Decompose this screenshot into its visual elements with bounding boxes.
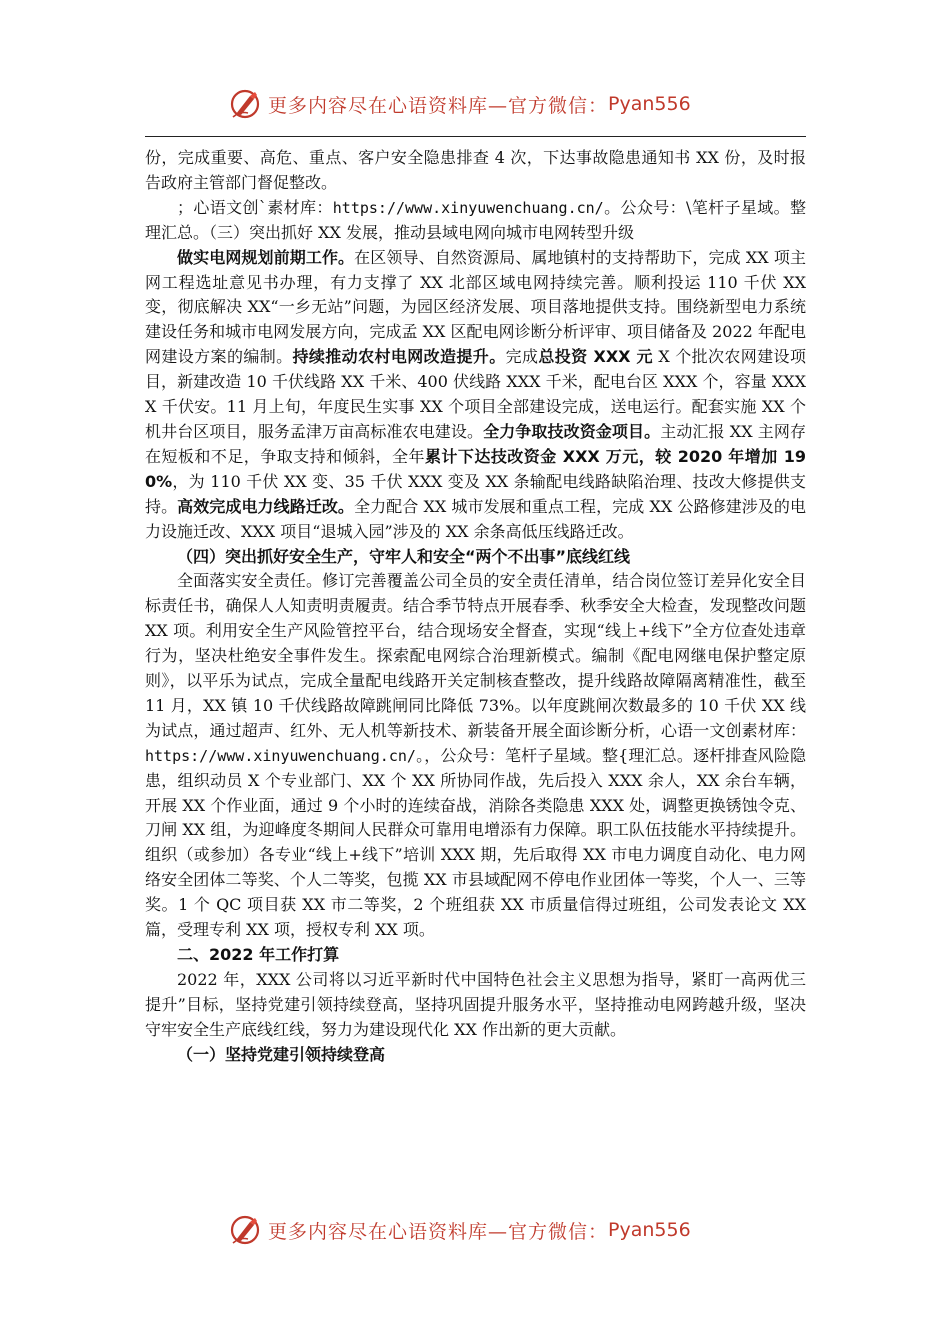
header-banner: [0, 84, 950, 124]
paragraph-4: 全面落实安全责任。修订完善覆盖公司全员的安全责任清单，结合岗位签订差异化安全目标责任书，确保人人知责明责履责。结合季节特点开展春季、秋季安全大检查，发现整改问题 XX 项。利用安全生产风险管控平台，结合现场安全督查，实现“线上+线下”全方位查处违章行为，坚决杜绝安全事件发生。探索配电网综合治理新模式。编制《配电网继电保护整定原则》，以平乐为试点，完成全量配电线路开关定制核查整改，提升线路故障隔离精准性，截至 11 月，XX 镇 10 千伏线路故障跳闸同比降低 73%。以年度跳闸次数最多的 10 千伏 XX 线为试点，通过超声、红外、无人机等新技术、新装备开展全面诊断分析，心语一文创素材库：https://www.xinyuwenchuang.cn/。，公众号：笔杆子星域。整{理汇总。逐杆排查风险隐患，组织动员 X 个专业部门、XX 个 XX 所协同作战，先后投入 XXX 余人，XX 余台车辆，开展 XX 个作业面，通过 9 个小时的连续奋战，消除各类隐患 XXX 处，调整更换锈蚀令克、刀闸 XX 组，为迎峰度冬期间人民群众可靠用电增添有力保障。职工队伍技能水平持续提升。组织（或参加）各专业“线上+线下”培训 XXX 期，先后取得 XX 市电力调度自动化、电力网络安全团体二等奖、个人二等奖，包揽 XX 市县域配网不停电作业团体一等奖，个人一、三等奖。1 个 QC 项目获 XX 市二等奖，2 个班组获 XX 市质量信得过班组，公司发表论文 XX 篇，受理专利 XX 项，授权专利 XX 项。: [145, 571, 806, 940]
banner-wechat-id: Pyan556: [608, 1219, 691, 1241]
pen-nib-logo-icon: [228, 87, 262, 121]
paragraph-1: 份，完成重要、高危、重点、客户安全隐患排查 4 次，下达事故隐患通知书 XX 份，及时报告政府主管部门督促整改。: [145, 148, 806, 192]
watermark-url: https://www.xinyuwenchuang.cn/: [332, 198, 604, 217]
bold-figure: 累计下达技改资金 XXX 万元，较 2020 年增加 190%: [145, 446, 806, 491]
bold-lead: 全力争取技改资金项目。: [483, 421, 661, 441]
header-divider: [145, 136, 806, 137]
section-heading-2: 二、2022 年工作打算: [177, 945, 340, 964]
paragraph-3: 做实电网规划前期工作。在区领导、自然资源局、属地镇村的支持帮助下，完成 XX 项主网工程选址意见书办理，有力支撑了 XX 北部区域电网持续完善。顺利投运 110 千伏 XX 变，彻底解决 XX“一乡无站”问题，为园区经济发展、项目落地提供支持。围绕新型电力系统建设任务和城市电网发展方向，完成孟 XX 区配电网诊断分析评审、项目储备及 2022 年配电网建设方案的编制。持续推动农村电网改造提升。完成总投资 XXX 元 X 个批次农网建设项目，新建改造 10 千伏线路 XX 千米、400 伏线路 XXX 千米，配电台区 XXX 个，容量 XXXX 千伏安。11 月上旬，年度民生实事 XX 个项目全部建设完成，送电运行。配套实施 XX 个机井台区项目，服务孟津万亩高标准农电建设。全力争取技改资金项目。主动汇报 XX 主网存在短板和不足，争取支持和倾斜，全年累计下达技改资金 XXX 万元，较 2020 年增加 190%，为 110 千伏 XX 变、35 千伏 XXX 变及 XX 条输配电线路缺陷治理、技改大修提供支持。高效完成电力线路迁改。全力配合 XX 城市发展和重点工程，完成 XX 公路修建涉及的电力设施迁改、XXX 项目“退城入园”涉及的 XX 余条高低压线路迁改。: [145, 247, 806, 541]
banner-wechat-id: Pyan556: [608, 93, 691, 115]
bold-figure: 总投资 XXX 元: [538, 347, 653, 367]
watermark-url: https://www.xinyuwenchuang.cn/: [145, 746, 416, 765]
pen-nib-logo-icon: [228, 1213, 262, 1247]
paragraph-5: 2022 年，XXX 公司将以习近平新时代中国特色社会主义思想为指导，紧盯一高两优三提升”目标，坚持党建引领持续登高，坚持巩固提升服务水平，坚持推动电网跨越升级，坚决守牢安全生产底线红线，努力为建设现代化 XX 作出新的更大贡献。: [145, 969, 806, 1039]
section-heading-4: （四）突出抓好安全生产，守牢人和安全“两个不出事”底线红线: [177, 546, 631, 566]
footer-banner: [0, 1210, 950, 1250]
paragraph-2: ；心语文创`素材库：https://www.xinyuwenchuang.cn/。公众号：\笔杆子星域。整理汇总。（三）突出抓好 XX 发展，推动县域电网向城市电网转型升级: [145, 197, 806, 242]
bold-lead: 高效完成电力线路迁改。: [177, 496, 354, 516]
bold-lead: 持续推动农村电网改造提升。: [292, 347, 506, 367]
bold-lead: 做实电网规划前期工作。: [177, 247, 355, 267]
banner-slogan: 更多内容尽在心语资料库—官方微信：: [268, 94, 609, 117]
banner-slogan: 更多内容尽在心语资料库—官方微信：: [268, 1220, 609, 1243]
section-heading-2-1: （一）坚持党建引领持续登高: [177, 1044, 386, 1064]
document-body: [145, 146, 806, 1068]
